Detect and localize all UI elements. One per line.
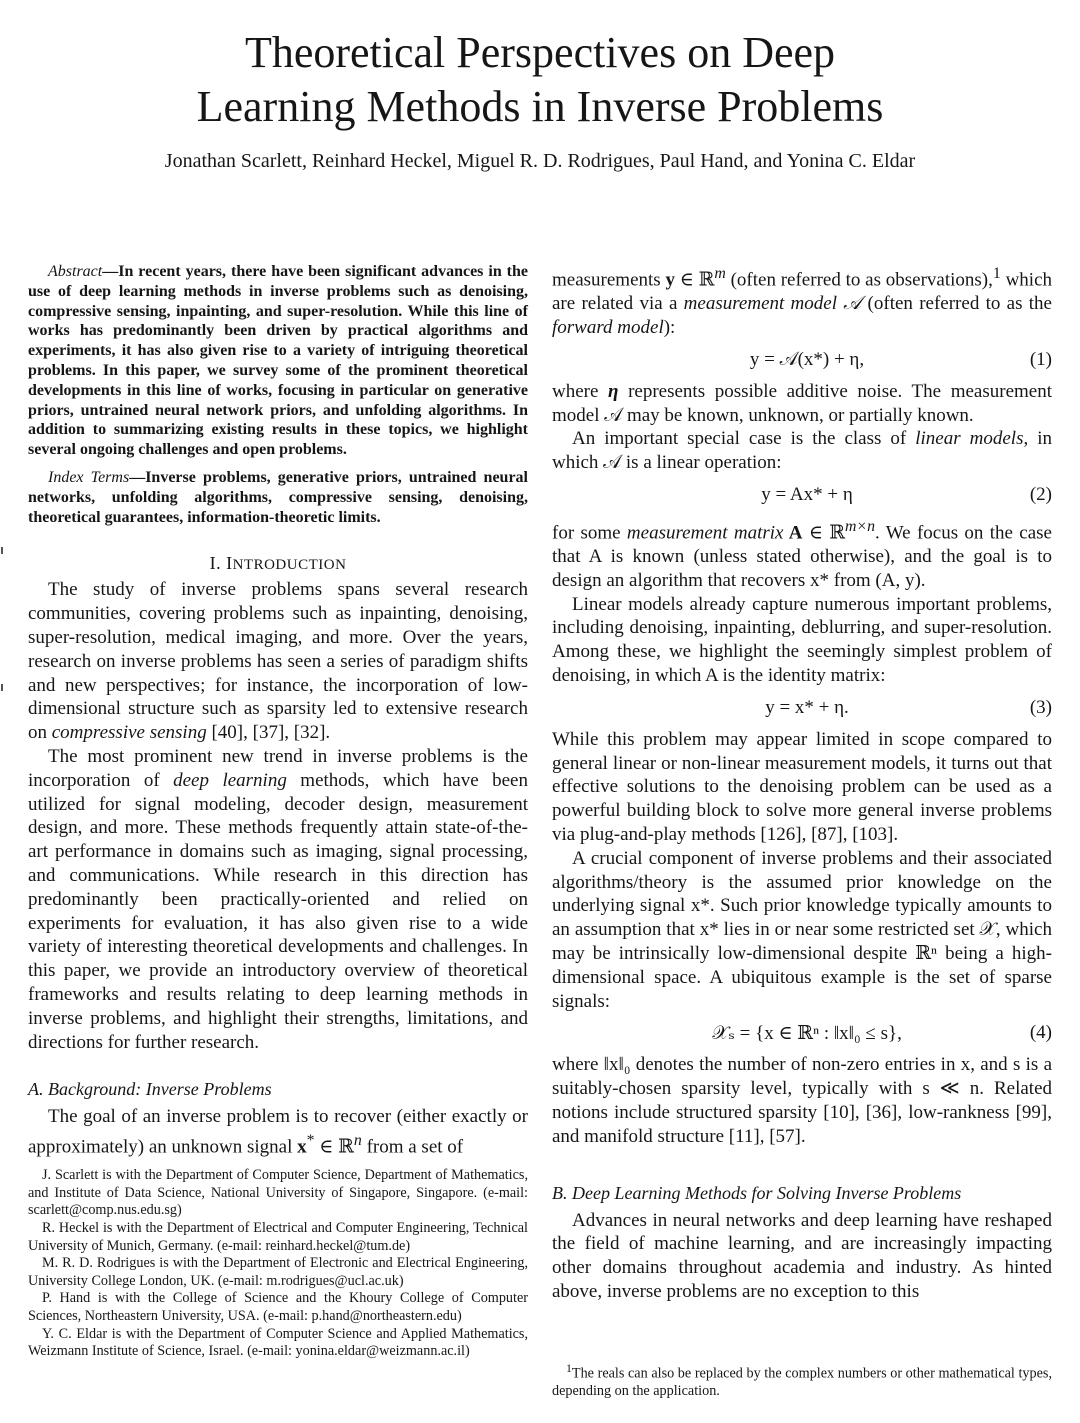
right-paragraph-5: Linear models already capture numerous important problems, including denoising, inpainting, deblurring, and super-resolution. Among these, we highlight the seemingly simplest problem of denoising, in which A is the identity matrix: <box>552 593 1052 687</box>
subsection-heading-background: A. Background: Inverse Problems <box>28 1079 272 1100</box>
equation-number: (2) <box>1029 483 1052 505</box>
background-paragraph: The goal of an inverse problem is to recover (either exactly or approximately) an unknown signal x* ∈ ℝ$^n$ from a set of <box>28 1106 528 1158</box>
footnote-scarlett: J. Scarlett is with the Department of Computer Science, Department of Mathematics, and Institute of Data Science, National University of Singapore, Singapore. (e-mail: scarlett@comp.nus.edu.sg) <box>28 1167 528 1219</box>
footnote-hand: P. Hand is with the College of Science and the Khoury College of Computer Sciences, Northeastern University, USA. (e-mail: p.hand@northeastern.edu) <box>28 1290 528 1324</box>
footnote-1 <box>552 1360 1052 1401</box>
right-paragraph-2: where η represents possible additive noise. The measurement model 𝒜 may be known, unknown, or partially known. <box>552 380 1052 426</box>
right-paragraph-1: measurements y ∈ ℝ$^m$ (often referred to as observations),$^1$ which are related via a measurement model 𝒜 (often referred to as the forward model): <box>552 265 1053 338</box>
title-line-2: Learning Methods in Inverse Problems <box>196 82 884 131</box>
index-terms-label: Index Terms <box>48 468 130 486</box>
right-paragraph-3: An important special case is the class of linear models, in which 𝒜 is a linear operation: <box>552 428 1053 474</box>
left-column <box>28 262 528 1361</box>
equation-1: y = 𝒜(x*) + η, (1) <box>749 348 1052 370</box>
abstract-label: Abstract <box>48 263 103 280</box>
right-paragraph-8: where ‖x‖₀ denotes the number of non-zero entries in x, and s is a suitably-chosen sparsity level, typically with s ≪ n. Related notions include structured sparsity [10], [36], low-rankness [99], and manifold structure [11], [57]. <box>552 1054 1052 1147</box>
intro-paragraph-1: The study of inverse problems spans several research communities, covering problems such as inpainting, denoising, super-resolution, medical imaging, and more. Over the years, research on inverse problems has seen a series of paradigm shifts and new perspectives; for instance, the incorporation of low-dimensional structure such as sparsity led to extensive research on compressive sensing [40], [37], [32]. <box>28 579 528 744</box>
title-line-1: Theoretical Perspectives on Deep <box>244 28 836 77</box>
section-heading-introduction: I. INTRODUCTION <box>209 553 347 574</box>
intro-paragraph-2: The most prominent new trend in inverse problems is the incorporation of deep learning methods, which have been utilized for signal modeling, decoder design, measurement design, and more. These methods frequently attain state-of-the-art performance in domains such as imaging, signal processing, and communications. While research in this direction has predominantly been practically-oriented and relied on experiments for evaluation, it has also given rise to a wide variety of interesting theoretical developments and challenges. In this paper, we provide an introductory overview of theoretical frameworks and results relating to deep learning methods in inverse problems, and highlight their strengths, limitations, and directions for further research. <box>28 745 528 1053</box>
equation-3: y = x* + η. (3) <box>765 696 1052 718</box>
abstract <box>28 262 528 460</box>
index-terms <box>28 468 528 527</box>
index-terms-text: —Inverse problems, generative priors, untrained neural networks, unfolding algorithms, compressive sensing, denoising, theoretical guarantees, information-theoretic limits. <box>28 468 528 526</box>
affiliation-footnotes <box>28 1167 528 1361</box>
footnote-rodrigues: M. R. D. Rodrigues is with the Department of Electronic and Electrical Engineering, University College London, UK. (e-mail: m.rodrigues@ucl.ac.uk) <box>28 1255 528 1289</box>
author-list: Jonathan Scarlett, Reinhard Heckel, Miguel R. D. Rodrigues, Paul Hand, and Yonina C. Eldar <box>164 150 916 172</box>
footnote-heckel: R. Heckel is with the Department of Electrical and Computer Engineering, Technical University of Munich, Germany. (e-mail: reinhard.heckel@tum.de) <box>28 1220 528 1254</box>
equation-number: (4) <box>1029 1022 1052 1044</box>
right-paragraph-4: for some measurement matrix A ∈ ℝ$^{m\times n}$. We focus on the case that A is known (unless stated otherwise), and the goal is to design an algorithm that recovers x* from (A, y). <box>552 517 1052 591</box>
right-paragraph-6: While this problem may appear limited in scope compared to general linear or non-linear measurement models, it turns out that effective solutions to the denoising problem can be used as a powerful building block to solve more general inverse problems via plug-and-play methods [126], [87], [103]. <box>552 728 1052 845</box>
footnote-eldar: Y. C. Eldar is with the Department of Computer Science and Applied Mathematics, Weizmann Institute of Science, Israel. (e-mail: yonina.eldar@weizmann.ac.il) <box>28 1325 528 1360</box>
equation-4: 𝒳ₛ = {x ∈ ℝⁿ : ‖x‖₀ ≤ s}, (4) <box>712 1022 1052 1044</box>
paper-title <box>0 26 1080 134</box>
right-paragraph-7: A crucial component of inverse problems and their associated algorithms/theory is the assumed prior knowledge on the underlying signal x*. Such prior knowledge typically amounts to an assumption that x* lies in or near some restricted set 𝒳, which may be intrinsically low-dimensional despite ℝⁿ being a high-dimensional space. A ubiquitous example is the set of sparse signals: <box>552 847 1052 1012</box>
subsection-heading-deep-learning: B. Deep Learning Methods for Solving Inverse Problems <box>552 1182 962 1203</box>
footnote-1-text: The reals can also be replaced by the complex numbers or other mathematical types, depending on the application. <box>552 1365 1052 1400</box>
right-column <box>552 262 1052 1304</box>
equation-number: (1) <box>1029 348 1052 370</box>
footnote-1-marker: 1 <box>566 1361 572 1375</box>
right-paragraph-9: Advances in neural networks and deep learning have reshaped the field of machine learning, and are increasingly impacting other domains throughout academia and industry. As hinted above, inverse problems are no exception to this <box>552 1209 1052 1302</box>
equation-number: (3) <box>1029 696 1052 718</box>
equation-2: y = Ax* + η (2) <box>761 483 1052 505</box>
abstract-text: —In recent years, there have been significant advances in the use of deep learning methods in inverse problems such as denoising, compressive sensing, inpainting, and super-resolution. While this line of works has predominantly been driven by practical algorithms and experiments, it has also given rise to a variety of intriguing theoretical problems. In this paper, we survey some of the prominent theoretical developments in this line of works, focusing in particular on generative priors, untrained neural network priors, and unfolding algorithms. In addition to summarizing existing results in these topics, we highlight several ongoing challenges and open problems. <box>28 263 528 459</box>
footnote-marker: 1 <box>992 265 1001 282</box>
scan-edge-mark <box>1 547 3 554</box>
scan-edge-mark <box>1 684 3 691</box>
